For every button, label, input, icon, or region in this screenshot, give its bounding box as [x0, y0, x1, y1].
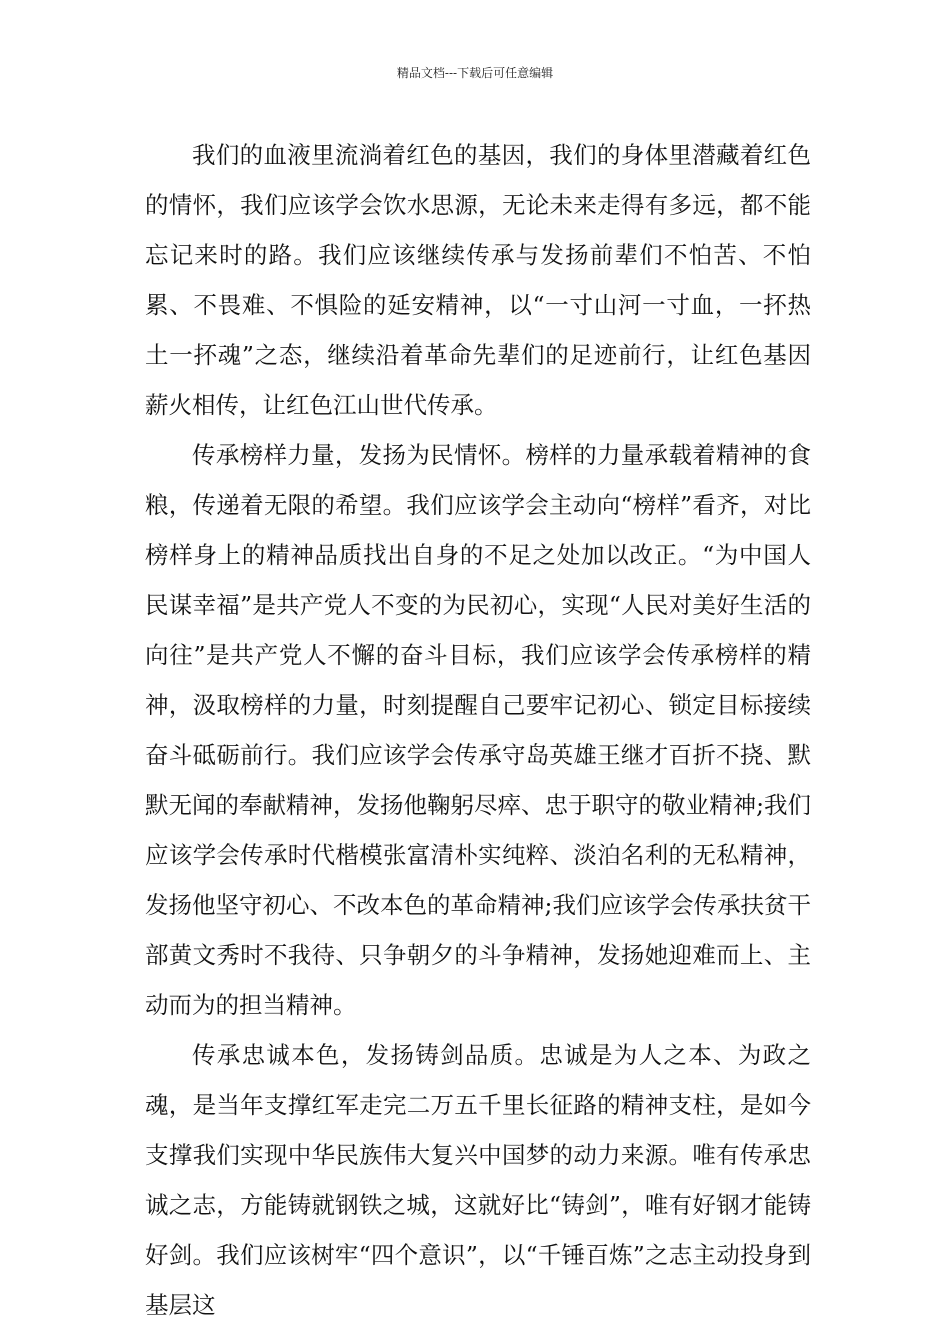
- paragraph-red-gene: 我们的血液里流淌着红色的基因，我们的身体里潜藏着红色的情怀，我们应该学会饮水思源，无论未来走得有多远，都不能忘记来时的路。我们应该继续传承与发扬前辈们不怕苦、不怕累、不畏难、不惧险的延安精神，以“一寸山河一寸血，一抔热土一抔魂”之态，继续沿着革命先辈们的足迹前行，让红色基因薪火相传，让红色江山世代传承。: [145, 141, 811, 419]
- paragraph-role-models: 传承榜样力量，发扬为民情怀。榜样的力量承载着精神的食粮，传递着无限的希望。我们应该学会主动向“榜样”看齐，对比榜样身上的精神品质找出自身的不足之处加以改正。“为中国人民谋幸福”是共产党人不变的为民初心，实现“人民对美好生活的向往”是共产党人不懈的奋斗目标，我们应该学会传承榜样的精神，汲取榜样的力量，时刻提醒自己要牢记初心、锁定目标接续奋斗砥砺前行。我们应该学会传承守岛英雄王继才百折不挠、默默无闻的奉献精神，发扬他鞠躬尽瘁、忠于职守的敬业精神;我们应该学会传承时代楷模张富清朴实纯粹、淡泊名利的无私精神，发扬他坚守初心、不改本色的革命精神;我们应该学会传承扶贫干部黄文秀时不我待、只争朝夕的斗争精神，发扬她迎难而上、主动而为的担当精神。: [145, 441, 811, 1019]
- document-body: [145, 130, 811, 1330]
- page-header: 精品文档---下载后可任意编辑: [396, 66, 554, 80]
- paragraph-loyalty: 传承忠诚本色，发扬铸剑品质。忠诚是为人之本、为政之魂，是当年支撑红军走完二万五千里长征路的精神支柱，是如今支撑我们实现中华民族伟大复兴中国梦的动力来源。唯有传承忠诚之志，方能铸就钢铁之城，这就好比“铸剑”，唯有好钢才能铸好剑。我们应该树牢“四个意识”，以“千锤百炼”之志主动投身到基层这: [145, 1041, 811, 1319]
